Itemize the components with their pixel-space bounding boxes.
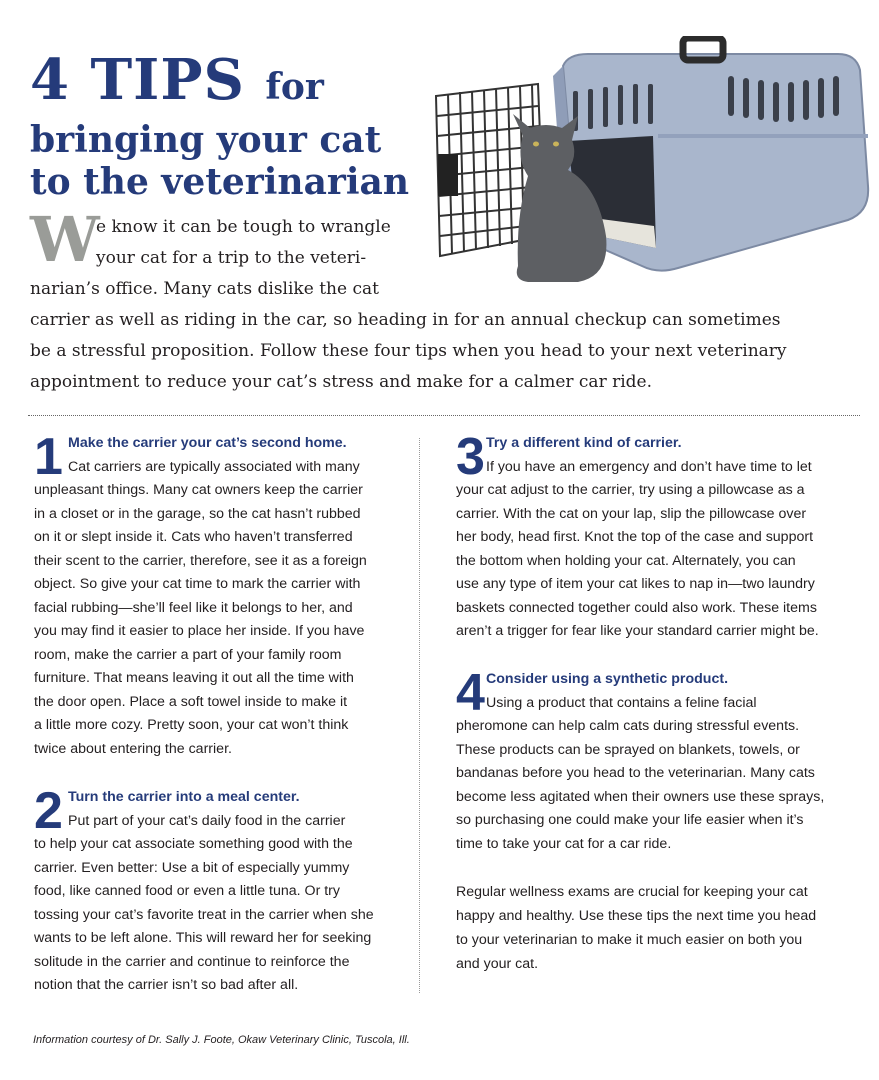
tip-line: tossing your cat’s favorite treat in the carrier when she — [34, 906, 374, 923]
summary-line: happy and healthy. Use these tips the next time you head — [456, 908, 817, 924]
tip-line: Using a product that contains a feline facial — [486, 694, 757, 711]
tip-line: your cat adjust to the carrier, try using a pillowcase as a — [456, 482, 805, 498]
intro-line: e know it can be tough to wrangle — [96, 217, 391, 237]
summary-line: and your cat. — [456, 956, 539, 972]
tip-line: aren’t a trigger for fear like your standard carrier might be. — [456, 623, 819, 639]
tip-line: room, make the carrier a part of your family room — [34, 646, 342, 663]
tip-number: 3 — [456, 428, 485, 486]
tip-line: bandanas before you head to the veterinarian. Many cats — [456, 765, 815, 781]
summary-paragraph — [456, 880, 816, 976]
tip-line: baskets connected together could also work. These items — [456, 599, 817, 616]
tip-line: become less agitated when their owners use these sprays, — [456, 788, 825, 805]
tip-4 — [456, 664, 825, 856]
title-line-3: to the veterinarian — [30, 161, 410, 203]
tip-line: object. So give your cat time to mark the carrier with — [34, 576, 361, 592]
tip-line: use any type of item your cat likes to nap in—two laundry — [456, 576, 815, 592]
tip-line: their scent to the carrier, therefore, see it as a foreign — [34, 552, 367, 569]
summary-line: Regular wellness exams are crucial for keeping your cat — [456, 884, 808, 900]
section-divider — [28, 415, 860, 416]
tip-line: wants to be left alone. This will reward her for seeking — [34, 930, 372, 946]
tip-line: These products can be sprayed on blankets, towels, or — [456, 741, 800, 758]
tip-line: her body, head first. Knot the top of the case and support — [456, 529, 814, 545]
intro-dropcap: W — [30, 203, 100, 276]
tip-line: time to take your cat for a car ride. — [456, 835, 672, 852]
tip-line: Put part of your cat’s daily food in the carrier — [68, 812, 346, 829]
tip-line: solitude in the carrier and continue to reinforce the — [34, 953, 350, 970]
title-for: for — [265, 66, 324, 108]
tip-line: facial rubbing—she’ll feel like it belongs to her, and — [34, 599, 353, 616]
tip-line: to help your cat associate something good with the — [34, 836, 353, 852]
intro-line: appointment to reduce your cat’s stress and make for a calmer car ride. — [30, 372, 653, 392]
tip-line: you may find it easier to place her inside. If you have — [34, 623, 365, 639]
tip-line: food, like canned food or even a little tuna. Or try — [34, 883, 340, 899]
page-title — [30, 48, 409, 203]
tip-heading: Turn the carrier into a meal center. — [68, 789, 300, 805]
tip-line: pheromone can help calm cats during stressful events. — [456, 718, 800, 734]
intro-line: your cat for a trip to the veteri- — [96, 248, 367, 268]
tip-1 — [34, 428, 367, 761]
tip-line: If you have an emergency and don’t have time to let — [486, 458, 812, 475]
tip-line: carrier. Even better: Use a bit of especially yummy — [34, 859, 350, 876]
tip-line: the door open. Place a soft towel inside to make it — [34, 693, 348, 710]
intro-line: be a stressful proposition. Follow these four tips when you head to your next veterinary — [30, 341, 787, 361]
tip-line: Cat carriers are typically associated with many — [68, 458, 360, 475]
tip-heading: Try a different kind of carrier. — [486, 435, 682, 451]
tip-line: twice about entering the carrier. — [34, 740, 232, 757]
intro-line: carrier as well as riding in the car, so heading in for an annual checkup can sometimes — [30, 310, 781, 330]
summary-line: to your veterinarian to make it much easier on both you — [456, 932, 803, 948]
tip-number: 2 — [34, 782, 63, 840]
source-credit: Information courtesy of Dr. Sally J. Foote, Okaw Veterinary Clinic, Tuscola, Ill. — [33, 1034, 410, 1046]
tip-line: carrier. With the cat on your lap, slip the pillowcase over — [456, 505, 807, 522]
tip-line: the bottom when holding your cat. Alternately, you can — [456, 552, 796, 569]
tip-line: on it or slept inside it. Cats who haven’t transferred — [34, 529, 353, 545]
tip-number: 4 — [456, 664, 485, 722]
tip-heading: Make the carrier your cat’s second home. — [68, 435, 347, 451]
tip-line: furniture. That means leaving it out all the time with — [34, 670, 354, 686]
tip-line: notion that the carrier isn’t so bad after all. — [34, 977, 299, 993]
tip-line: unpleasant things. Many cat owners keep the carrier — [34, 482, 363, 498]
tip-line: in a closet or in the garage, so the cat hasn’t rubbed — [34, 505, 361, 522]
intro-paragraph — [30, 203, 820, 398]
tip-heading: Consider using a synthetic product. — [486, 671, 729, 687]
column-divider — [419, 438, 420, 993]
tip-2 — [34, 782, 374, 998]
title-tips: 4 TIPS — [30, 47, 245, 113]
tip-line: a little more cozy. Pretty soon, your cat won’t think — [34, 717, 349, 733]
title-line-2: bringing your cat — [30, 119, 382, 161]
tip-number: 1 — [34, 428, 63, 486]
tip-3 — [456, 428, 819, 644]
intro-line: narian’s office. Many cats dislike the cat — [30, 279, 379, 299]
tip-line: so purchasing one could make your life easier when it’s — [456, 812, 804, 828]
